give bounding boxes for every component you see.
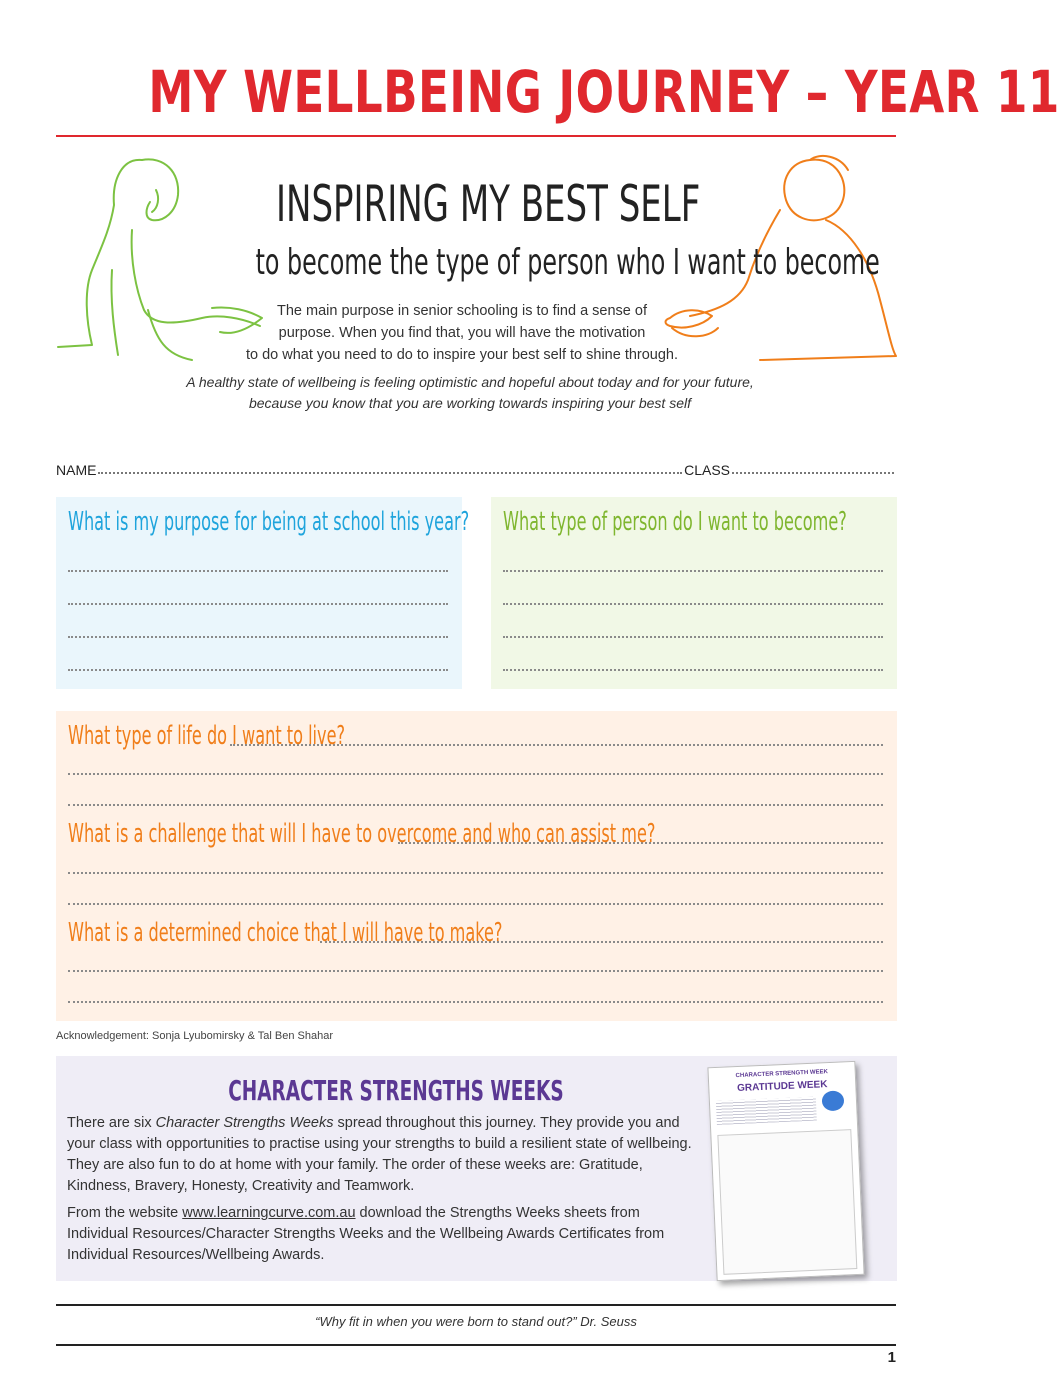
footer-quote: “Why fit in when you were born to stand out?” Dr. Seuss <box>315 1314 637 1329</box>
answer-line[interactable] <box>68 773 883 775</box>
name-label: NAME <box>56 462 97 478</box>
thumbnail-kicker: CHARACTER STRENGTH WEEK <box>735 1069 829 1080</box>
choice-question-row <box>68 915 883 951</box>
download-paragraph <box>67 1203 697 1266</box>
character-strengths-text <box>67 1113 697 1272</box>
life-question-row <box>68 718 883 754</box>
answer-line[interactable] <box>68 804 883 806</box>
person-question: What type of person do I want to become? <box>503 507 847 537</box>
thumbnail-title: GRATITUDE WEEK <box>736 1079 828 1095</box>
strengths-paragraph <box>67 1113 697 1197</box>
wellbeing-note <box>110 372 830 414</box>
text-emphasis: Character Strengths Weeks <box>155 1115 334 1131</box>
thumbnail-grid <box>717 1129 857 1275</box>
thumbnail-text-lines <box>716 1097 817 1125</box>
life-question: What type of life do I want to live? <box>68 721 346 751</box>
text-run: From the website <box>67 1205 183 1221</box>
answer-line[interactable] <box>68 636 448 638</box>
answer-line[interactable] <box>68 872 883 874</box>
intro-line: The main purpose in senior schooling is to find a sense of <box>277 303 647 319</box>
answer-line[interactable] <box>68 603 448 605</box>
text-run: spread throughout this journey. They provide you and your class with opportunities to practise using your strengths to build a resilient state of wellbeing. They are also fun to do at home with your family. The order of these weeks are: Gratitude, Kindness, Bravery, Honesty, Creativity and Teamwork. <box>67 1115 692 1194</box>
class-field[interactable] <box>732 472 894 474</box>
note-line: because you know that you are working towards inspiring your best self <box>248 395 691 411</box>
footer-divider <box>56 1304 896 1306</box>
website-link[interactable]: www.learningcurve.com.au <box>182 1205 356 1221</box>
answer-line[interactable] <box>68 669 448 671</box>
answer-line[interactable] <box>503 570 883 572</box>
class-label: CLASS <box>684 462 730 478</box>
section-heading: INSPIRING MY BEST SELF <box>276 175 701 233</box>
character-strengths-title: CHARACTER STRENGTHS WEEKS <box>228 1074 564 1107</box>
answer-line[interactable] <box>68 1001 883 1003</box>
answer-line[interactable] <box>68 970 883 972</box>
page-number: 1 <box>887 1349 896 1366</box>
intro-paragraph <box>220 300 704 366</box>
life-questions-box <box>56 711 897 1021</box>
intro-line: purpose. When you find that, you will have the motivation <box>278 325 646 341</box>
answer-line[interactable] <box>503 636 883 638</box>
footer-divider <box>56 1344 896 1346</box>
gratitude-week-sheet-thumbnail <box>707 1061 864 1281</box>
purpose-question: What is my purpose for being at school this year? <box>68 507 470 537</box>
challenge-question-row <box>68 816 883 852</box>
section-tagline: to become the type of person who I want to become <box>255 242 880 283</box>
answer-line[interactable] <box>68 903 883 905</box>
note-line: A healthy state of wellbeing is feeling optimistic and hopeful about today and for your future, <box>186 374 754 390</box>
acknowledgement: Acknowledgement: Sonja Lyubomirsky & Tal Ben Shahar <box>56 1030 333 1042</box>
page-title: MY WELLBEING JOURNEY – YEAR 11 <box>148 58 1060 126</box>
answer-line[interactable] <box>503 603 883 605</box>
text-run: download the Strengths Weeks sheets from Individual Resources/Character Strengths Weeks and the Wellbeing Awards Certificates from Individual Resources/Wellbeing Awards. <box>67 1205 665 1263</box>
intro-line: to do what you need to do to inspire your best self to shine through. <box>245 347 679 363</box>
answer-line[interactable] <box>68 570 448 572</box>
bird-icon <box>822 1090 845 1111</box>
text-run: There are six <box>67 1115 156 1131</box>
title-divider <box>56 135 896 137</box>
choice-question: What is a determined choice that I will have to make? <box>68 918 503 948</box>
name-class-row <box>56 458 896 478</box>
answer-line[interactable] <box>503 669 883 671</box>
challenge-question: What is a challenge that will I have to overcome and who can assist me? <box>68 819 656 849</box>
name-field[interactable] <box>98 472 682 474</box>
